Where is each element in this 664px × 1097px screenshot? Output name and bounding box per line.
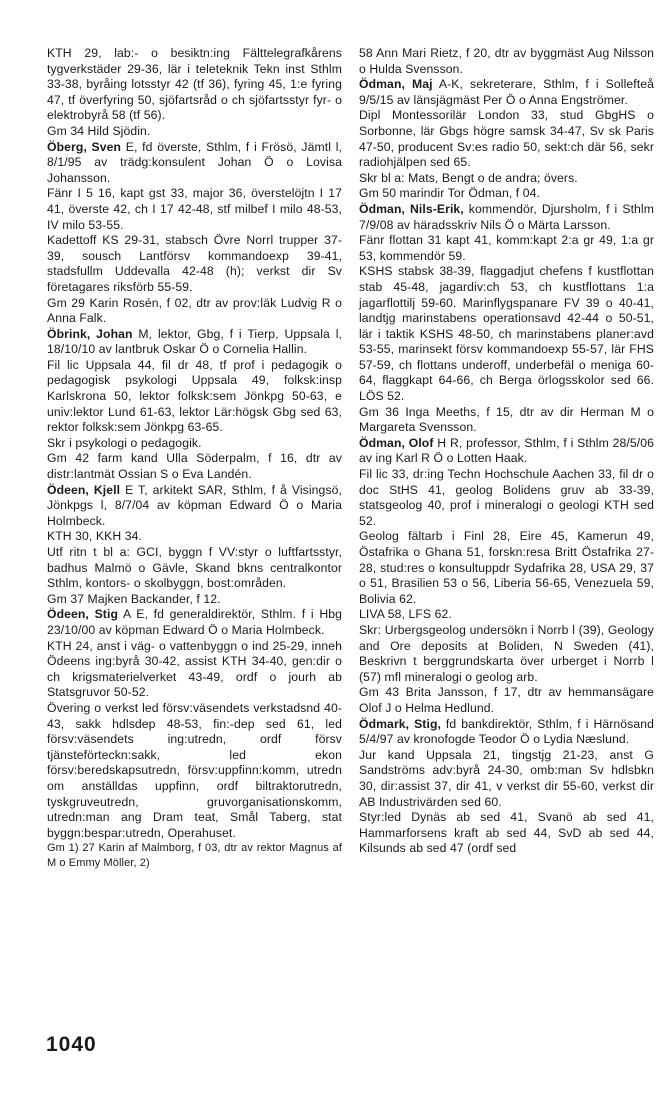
paragraph: Kadettoff KS 29-31, stabsch Övre Norrl trupper 37-39, sousch Lantförsv kommandoexp 39-41, stadsfullm Uddevalla 42-48 (h); verkst dir Sv företagares riksförb 55-59.	[47, 233, 342, 294]
left-column	[47, 46, 342, 870]
page-number: 1040	[46, 1033, 97, 1056]
paragraph: Dipl Montessorilär London 33, stud GbgHS o Sorbonne, lär Gbgs högre samsk 34-47, Sv sk Paris 47-50, producent Sv:es radio 50, sekt:ch där 56, sekr radiohjälpen sed 65.	[359, 108, 654, 170]
paragraph: Övering o verkst led försv:väsendets verkstadsnd 40-43, sakk hdlsdep 48-53, fin:-dep sed 61, led försv:väsendets ing:utredn, ordf försv tjänsteförteckn:sakk, led ekon försv:beredskapsutredn, försv:uppfinn:komm, utredn om anställdas uppfinn, ordf biltraktorutredn, tyskgruveutredn, gruvorganisationskomm, utredn:man ang Dram teat, Smål Taberg, stat byggn:bespar:utredn, Operahuset.	[47, 700, 342, 840]
paragraph: Gm 34 Hild Sjödin.	[47, 123, 151, 138]
paragraph: LIVA 58, LFS 62.	[359, 607, 452, 622]
paragraph: KTH 29, lab:- o besiktn:ing Fälttelegrafkårens tygverkstäder 29-36, lär i teleteknik Tekn inst Sthlm 33-38, byråing lotsstyr 42 (tf 36), fyring 45, 1:e fyring 47, tf överfyring 50, sjöfartsråd o ch sjöfartsstyr fyr- o elektrobyrå 58 (tf 56).	[47, 46, 342, 123]
small-paragraph: Gm 1) 27 Karin af Malmborg, f 03, dtr av rektor Magnus af M o Emmy Möller, 2)	[47, 842, 342, 869]
entry-name: Ödman, Olof	[359, 435, 434, 450]
paragraph: Skr: Urbergsgeolog undersökn i Norrb l (39), Geology and Ore deposits at Boliden, N Sweden (41), Beskrivn t berggrundskarta över urberget i Norrb l (57) mfl mineralogi o geolog arb.	[359, 622, 654, 684]
right-column	[359, 46, 654, 857]
entry-name: Ödman, Nils-Erik,	[359, 201, 464, 216]
paragraph: KTH 24, anst i väg- o vattenbyggn o ind 25-29, inneh Ödeens ing:byrå 30-42, assist KTH 34-40, gen:dir o ch krigsmaterielverket 43-49, ordf o jourh ab Statsgruvor 50-52.	[47, 638, 342, 700]
entry-name: Ödeen, Kjell	[47, 482, 121, 497]
entry-name: Ödman, Maj	[359, 77, 433, 92]
biography-entry	[47, 327, 342, 358]
paragraph: Gm 42 farm kand Ulla Söderpalm, f 16, dtr av distr:lantmät Ossian S o Eva Landén.	[47, 451, 342, 482]
biography-entry	[47, 483, 342, 530]
paragraph: Fil lic 33, dr:ing Techn Hochschule Aachen 33, fil dr o doc StHS 41, geolog Bolidens gruv ab 33-39, statsgeolog 40, prof i mineralogi o geologi KTH sed 52.	[359, 467, 654, 528]
paragraph: Fänr I 5 16, kapt gst 33, major 36, överstelöjtn I 17 41, överste 42, ch I 17 42-48, stf milbef I milo 48-53, IV milo 53-55.	[47, 186, 342, 232]
biography-entry	[47, 607, 342, 638]
paragraph: Fil lic Uppsala 44, fil dr 48, tf prof i pedagogik o pedagogisk psykologi Uppsala 49, folksk:insp Karlskrona 50, lektor folksk:sem Jönkpg 50-63, e univ:lektor Lund 61-63, lektor Lär:högsk Gbg sed 63, rektor folksk:sem Jönkpg 63-65.	[47, 357, 342, 435]
paragraph: Skr i psykologi o pedagogik.	[47, 435, 202, 450]
paragraph: Gm 36 Inga Meeths, f 15, dtr av dir Herman M o Margareta Svensson.	[359, 404, 654, 435]
biography-entry	[359, 77, 654, 108]
entry-text: E, fd överste, Sthlm, f i Frösö, Jämtl l, 8/1/95 av trädg:konsulent Johan Ö o Lovisa Johansson.	[47, 139, 342, 185]
paragraph: Jur kand Uppsala 21, tingstjg 21-23, anst G Sandströms adv:byrå 24-30, omb:man Sv hdlsbkn 30, dir:assist 37, dir 41, v verkst dir 55-60, verkst dir AB Industrivärden sed 60.	[359, 747, 654, 809]
paragraph: Styr:led Dynäs ab sed 41, Svanö ab sed 41, Hammarforsens kraft ab sed 44, SvD ab sed 44, Kilsunds ab sed 47 (ordf sed	[359, 810, 654, 856]
paragraph: Fänr flottan 31 kapt 41, komm:kapt 2:a gr 49, 1:a gr 53, kommendör 59.	[359, 233, 654, 263]
biography-entry	[359, 202, 654, 233]
entry-name: Ödmark, Stig,	[359, 716, 441, 731]
entry-text: A E, fd generaldirektör, Sthlm. f i Hbg 23/10/00 av köpman Edward Ö o Maria Holmbeck.	[47, 607, 342, 637]
paragraph: Utf ritn t bl a: GCI, byggn f VV:styr o luftfartsstyr, badhus Malmö o Gävle, Skand bkns centralkontor Sthlm, kontors- o skolbyggn, bost:områden.	[47, 545, 342, 591]
paragraph: Gm 43 Brita Jansson, f 17, dtr av hemmansägare Olof J o Helma Hedlund.	[359, 685, 654, 715]
paragraph: Gm 50 marindir Tor Ödman, f 04.	[359, 186, 541, 201]
entry-text: A-K, sekreterare, Sthlm, f i Sollefteå 9/5/15 av länsjägmäst Per Ö o Anna Engströmer.	[359, 77, 654, 107]
entry-name: Öbrink, Johan	[47, 326, 133, 341]
biography-entry	[47, 140, 342, 187]
paragraph: Geolog fältarb i Finl 28, Eire 45, Kamerun 49, Östafrika o Ghana 51, forskn:resa Britt Östafrika 27-28, stud:res o konsultuppdr Sydafrika 28, USA 29, 37 o 51, Brasilien 53 o 56, Liberia 56-65, Venezuela 59, Bolivia 62.	[359, 529, 654, 606]
entry-text: fd bankdirektör, Sthlm, f i Härnösand 5/4/97 av kronofogde Teodor Ö o Lydia Næslund.	[359, 716, 654, 747]
entry-text: H R, professor, Sthlm, f i Sthlm 28/5/06 av ing Karl R Ö o Lotten Haak.	[359, 435, 654, 466]
entry-text: M, lektor, Gbg, f i Tierp, Uppsala l, 18/10/10 av lantbruk Oskar Ö o Cornelia Hallin.	[47, 326, 342, 357]
paragraph: Gm 29 Karin Rosén, f 02, dtr av prov:läk Ludvig R o Anna Falk.	[47, 295, 342, 326]
biography-entry	[359, 717, 654, 748]
paragraph: KTH 30, KKH 34.	[47, 529, 142, 544]
entry-name: Ödeen, Stig	[47, 607, 118, 622]
entry-text: kommendör, Djursholm, f i Sthlm 7/9/08 av häradsskriv Nils Ö o Märta Larsson.	[359, 201, 654, 232]
paragraph: 58 Ann Mari Rietz, f 20, dtr av byggmäst Aug Nilsson o Hulda Svensson.	[359, 46, 654, 76]
paragraph: KSHS stabsk 38-39, flaggadjut chefens f kustflottan stab 45-48, jagardiv:ch 53, ch kustflottans 1:a jagarflottilj 59-60. Marinflygspanare FV 39 o 40-41, landtjg marinstabens operationsavd 42-44 o 50-51, lär i taktik KSHS 48-50, ch marinstabens planer:avd 53-55, marinsekt försv kommandoexp 55-57, lär FHS 57-59, ch flottans underoff, underbefäl o meniga 60-64, flaggkapt 64-66, ch Berga örlogsskolor sed 66. LÖS 52.	[359, 264, 654, 404]
entry-text: E T, arkitekt SAR, Sthlm, f å Visingsö, Jönkpgs l, 8/7/04 av köpman Edward Ö o Maria Holmbeck.	[47, 482, 342, 528]
paragraph: Gm 37 Majken Backander, f 12.	[47, 591, 221, 606]
biography-entry	[359, 436, 654, 467]
paragraph: Skr bl a: Mats, Bengt o de andra; övers.	[359, 170, 578, 185]
entry-name: Öberg, Sven	[47, 139, 122, 154]
